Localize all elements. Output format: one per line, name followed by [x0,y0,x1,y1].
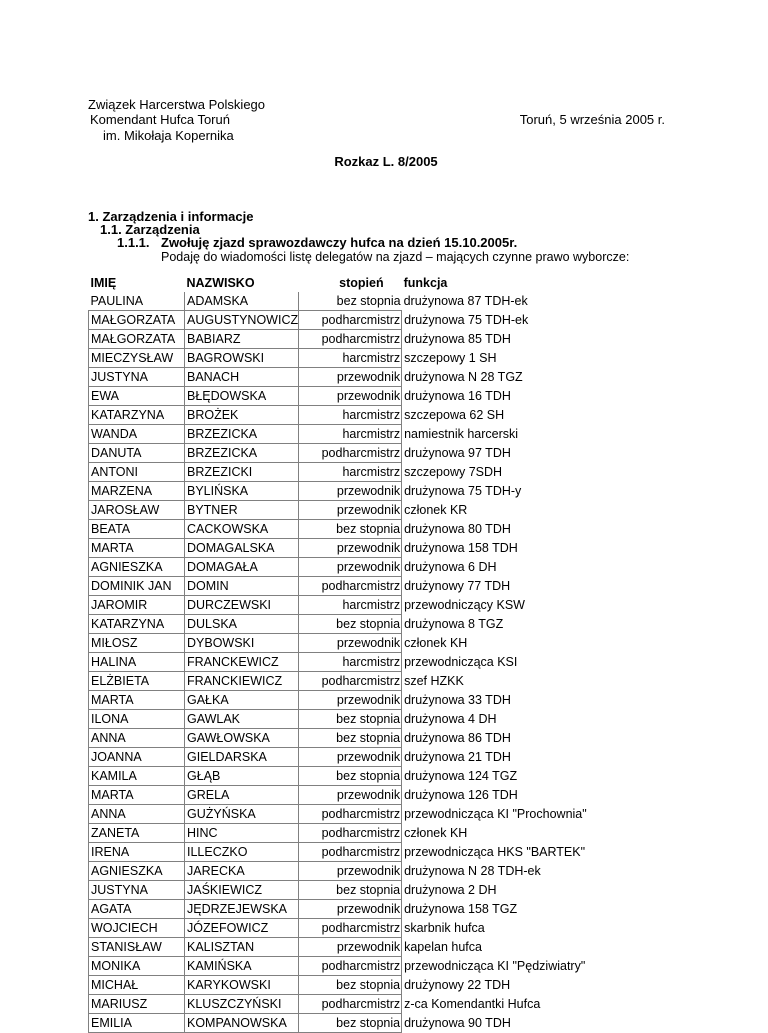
delegates-intro: Podaję do wiadomości listę delegatów na zjazd – mających czynne prawo wyborcze: [161,250,630,264]
last-name-cell: JARECKA [185,862,299,881]
first-name-cell: ELŻBIETA [89,672,185,691]
last-name-cell: JĘDRZEJEWSKA [185,900,299,919]
table-row [89,577,662,596]
place-date: Toruń, 5 września 2005 r. [519,112,665,127]
rank-cell: harcmistrz [299,596,402,615]
last-name-cell: BROŻEK [185,406,299,425]
last-name-cell: GRELA [185,786,299,805]
rank-cell: podharcmistrz [299,995,402,1014]
function-cell: drużynowa 8 TGZ [404,617,504,631]
table-row [89,995,662,1014]
function-cell: drużynowa 6 DH [404,560,497,574]
first-name-cell: JUSTYNA [89,368,185,387]
rank-cell: bez stopnia [299,520,402,539]
rank-cell: podharcmistrz [299,957,402,976]
table-row [89,501,662,520]
table-row [89,387,662,406]
function-cell: skarbnik hufca [404,921,485,935]
delegates-table [88,274,662,1033]
first-name-cell: ZANETA [89,824,185,843]
last-name-cell: BYTNER [185,501,299,520]
table-row [89,900,662,919]
rank-cell: podharcmistrz [299,672,402,691]
first-name-cell: JAROSŁAW [89,501,185,520]
first-name-cell: ILONA [89,710,185,729]
table-row [89,729,662,748]
column-header-rank: stopień [339,276,384,290]
first-name-cell: KATARZYNA [89,615,185,634]
function-cell: szczepowa 62 SH [404,408,505,422]
function-cell: drużynowa 33 TDH [404,693,511,707]
last-name-cell: AUGUSTYNOWICZ [185,311,299,330]
table-row [89,862,662,881]
first-name-cell: MARTA [89,539,185,558]
column-header-last-name: NAZWISKO [186,276,255,290]
last-name-cell: ADAMSKA [185,292,299,311]
rank-cell: przewodnik [299,368,402,387]
function-cell: przewodniczący KSW [404,598,525,612]
section-1-1-heading: 1.1. Zarządzenia [100,222,200,237]
function-cell: przewodnicząca KSI [404,655,518,669]
first-name-cell: AGNIESZKA [89,558,185,577]
function-cell: drużynowa 75 TDH-ek [404,313,529,327]
rank-cell: przewodnik [299,691,402,710]
rank-cell: podharcmistrz [299,843,402,862]
table-row [89,786,662,805]
function-cell: z-ca Komendantki Hufca [404,997,541,1011]
function-cell: przewodnicząca KI "Pędziwiatry" [404,959,586,973]
org-patron: im. Mikołaja Kopernika [103,128,234,143]
first-name-cell: MIECZYSŁAW [89,349,185,368]
table-row [89,596,662,615]
table-row [89,634,662,653]
table-row [89,824,662,843]
document-title: Rozkaz L. 8/2005 [334,154,438,169]
rank-cell: przewodnik [299,501,402,520]
rank-cell: podharcmistrz [299,824,402,843]
table-row [89,805,662,824]
function-cell: drużynowa 90 TDH [404,1016,511,1030]
table-row [89,881,662,900]
function-cell: drużynowa 16 TDH [404,389,511,403]
rank-cell: bez stopnia [299,710,402,729]
first-name-cell: MARIUSZ [89,995,185,1014]
rank-cell: bez stopnia [299,767,402,786]
last-name-cell: DOMIN [185,577,299,596]
rank-cell: przewodnik [299,482,402,501]
last-name-cell: GIELDARSKA [185,748,299,767]
rank-cell: przewodnik [299,786,402,805]
first-name-cell: AGNIESZKA [89,862,185,881]
function-cell: szczepowy 7SDH [404,465,503,479]
last-name-cell: JAŚKIEWICZ [185,881,299,900]
first-name-cell: MIŁOSZ [89,634,185,653]
section-1-1-1-text: Zwołuję zjazd sprawozdawczy hufca na dzień 15.10.2005r. [161,235,518,250]
rank-cell: przewodnik [299,539,402,558]
function-cell: drużynowa 80 TDH [404,522,511,536]
rank-cell: podharcmistrz [299,311,402,330]
first-name-cell: KAMILA [89,767,185,786]
function-cell: namiestnik harcerski [404,427,519,441]
table-row [89,463,662,482]
first-name-cell: MICHAŁ [89,976,185,995]
table-row [89,919,662,938]
last-name-cell: FRANCKIEWICZ [185,672,299,691]
first-name-cell: STANISŁAW [89,938,185,957]
column-header-first-name: IMIĘ [90,276,117,290]
rank-cell: podharcmistrz [299,577,402,596]
last-name-cell: BRZEZICKI [185,463,299,482]
table-row [89,444,662,463]
first-name-cell: HALINA [89,653,185,672]
table-row [89,767,662,786]
rank-cell: harcmistrz [299,463,402,482]
table-row [89,539,662,558]
first-name-cell: EWA [89,387,185,406]
table-row [89,1014,662,1033]
first-name-cell: EMILIA [89,1014,185,1033]
rank-cell: przewodnik [299,387,402,406]
first-name-cell: BEATA [89,520,185,539]
rank-cell: bez stopnia [299,729,402,748]
last-name-cell: JÓZEFOWICZ [185,919,299,938]
column-header-function: funkcja [403,276,448,290]
rank-cell: harcmistrz [299,349,402,368]
first-name-cell: JUSTYNA [89,881,185,900]
first-name-cell: AGATA [89,900,185,919]
first-name-cell: JOANNA [89,748,185,767]
last-name-cell: KARYKOWSKI [185,976,299,995]
first-name-cell: JAROMIR [89,596,185,615]
rank-cell: harcmistrz [299,653,402,672]
last-name-cell: BAGROWSKI [185,349,299,368]
function-cell: drużynowy 22 TDH [404,978,511,992]
last-name-cell: FRANCKEWICZ [185,653,299,672]
last-name-cell: HINC [185,824,299,843]
rank-cell: podharcmistrz [299,805,402,824]
first-name-cell: WANDA [89,425,185,444]
rank-cell: przewodnik [299,634,402,653]
last-name-cell: DYBOWSKI [185,634,299,653]
last-name-cell: GUŻYŃSKA [185,805,299,824]
rank-cell: przewodnik [299,558,402,577]
rank-cell: przewodnik [299,900,402,919]
last-name-cell: KAMIŃSKA [185,957,299,976]
function-cell: drużynowa 158 TDH [404,541,518,555]
rank-cell: przewodnik [299,862,402,881]
table-row [89,938,662,957]
function-cell: drużynowa N 28 TGZ [404,370,523,384]
first-name-cell: ANTONI [89,463,185,482]
rank-cell: bez stopnia [299,1014,402,1033]
last-name-cell: BRZEZICKA [185,444,299,463]
rank-cell: bez stopnia [336,294,401,308]
rank-cell: podharcmistrz [299,330,402,349]
function-cell: członek KH [404,636,468,650]
function-cell: drużynowa 75 TDH-y [404,484,522,498]
function-cell: członek KR [404,503,468,517]
table-row [89,710,662,729]
function-cell: drużynowa 2 DH [404,883,497,897]
last-name-cell: GŁĄB [185,767,299,786]
org-unit: Komendant Hufca Toruń [90,112,230,127]
first-name-cell: MARZENA [89,482,185,501]
rank-cell: harcmistrz [299,425,402,444]
table-row [89,292,662,311]
table-row [89,349,662,368]
last-name-cell: DULSKA [185,615,299,634]
first-name-cell: MARTA [89,691,185,710]
delegates-table-body [89,292,662,1033]
section-1-1-1-number: 1.1.1. [117,235,150,250]
first-name-cell: MAŁGORZATA [89,311,185,330]
function-cell: drużynowa 126 TDH [404,788,518,802]
first-name-cell: MARTA [89,786,185,805]
table-row [89,406,662,425]
table-row [89,843,662,862]
rank-cell: bez stopnia [299,615,402,634]
section-1-heading: 1. Zarządzenia i informacje [88,209,254,224]
last-name-cell: GAWLAK [185,710,299,729]
function-cell: drużynowa 86 TDH [404,731,511,745]
table-row [89,368,662,387]
function-cell: drużynowy 77 TDH [404,579,511,593]
first-name-cell: ANNA [89,729,185,748]
rank-cell: podharcmistrz [299,919,402,938]
last-name-cell: BŁĘDOWSKA [185,387,299,406]
first-name-cell: DANUTA [89,444,185,463]
function-cell: drużynowa 97 TDH [404,446,511,460]
last-name-cell: BANACH [185,368,299,387]
table-row [89,482,662,501]
function-cell: drużynowa 21 TDH [404,750,511,764]
function-cell: kapelan hufca [404,940,482,954]
last-name-cell: GAWŁOWSKA [185,729,299,748]
first-name-cell: ANNA [89,805,185,824]
function-cell: szef HZKK [404,674,464,688]
last-name-cell: KOMPANOWSKA [185,1014,299,1033]
table-row [89,748,662,767]
rank-cell: bez stopnia [299,976,402,995]
table-row [89,558,662,577]
function-cell: przewodnicząca KI "Prochownia" [404,807,587,821]
first-name-cell: PAULINA [89,292,185,311]
last-name-cell: KALISZTAN [185,938,299,957]
rank-cell: harcmistrz [299,406,402,425]
table-row [89,672,662,691]
last-name-cell: BRZEZICKA [185,425,299,444]
table-row [89,653,662,672]
last-name-cell: BABIARZ [185,330,299,349]
function-cell: drużynowa 124 TGZ [404,769,518,783]
last-name-cell: CACKOWSKA [185,520,299,539]
table-row [89,957,662,976]
table-row [89,311,662,330]
last-name-cell: BYLIŃSKA [185,482,299,501]
table-header-row [89,274,662,292]
function-cell: drużynowa N 28 TDH-ek [404,864,541,878]
function-cell: drużynowa 158 TGZ [404,902,518,916]
rank-cell: przewodnik [299,938,402,957]
rank-cell: bez stopnia [299,881,402,900]
org-name: Związek Harcerstwa Polskiego [88,97,266,112]
first-name-cell: MAŁGORZATA [89,330,185,349]
function-cell: drużynowa 87 TDH-ek [403,294,528,309]
first-name-cell: MONIKA [89,957,185,976]
first-name-cell: DOMINIK JAN [89,577,185,596]
first-name-cell: KATARZYNA [89,406,185,425]
table-row [89,330,662,349]
last-name-cell: ILLECZKO [185,843,299,862]
function-cell: członek KH [404,826,468,840]
table-row [89,691,662,710]
first-name-cell: IRENA [89,843,185,862]
table-row [89,615,662,634]
rank-cell: podharcmistrz [299,444,402,463]
function-cell: szczepowy 1 SH [404,351,497,365]
last-name-cell: DURCZEWSKI [185,596,299,615]
function-cell: drużynowa 4 DH [404,712,497,726]
function-cell: przewodnicząca HKS "BARTEK" [404,845,586,859]
rank-cell: przewodnik [299,748,402,767]
last-name-cell: DOMAGAŁA [185,558,299,577]
table-row [89,976,662,995]
first-name-cell: WOJCIECH [89,919,185,938]
last-name-cell: KLUSZCZYŃSKI [185,995,299,1014]
table-row [89,425,662,444]
table-row [89,520,662,539]
last-name-cell: GAŁKA [185,691,299,710]
last-name-cell: DOMAGALSKA [185,539,299,558]
function-cell: drużynowa 85 TDH [404,332,511,346]
